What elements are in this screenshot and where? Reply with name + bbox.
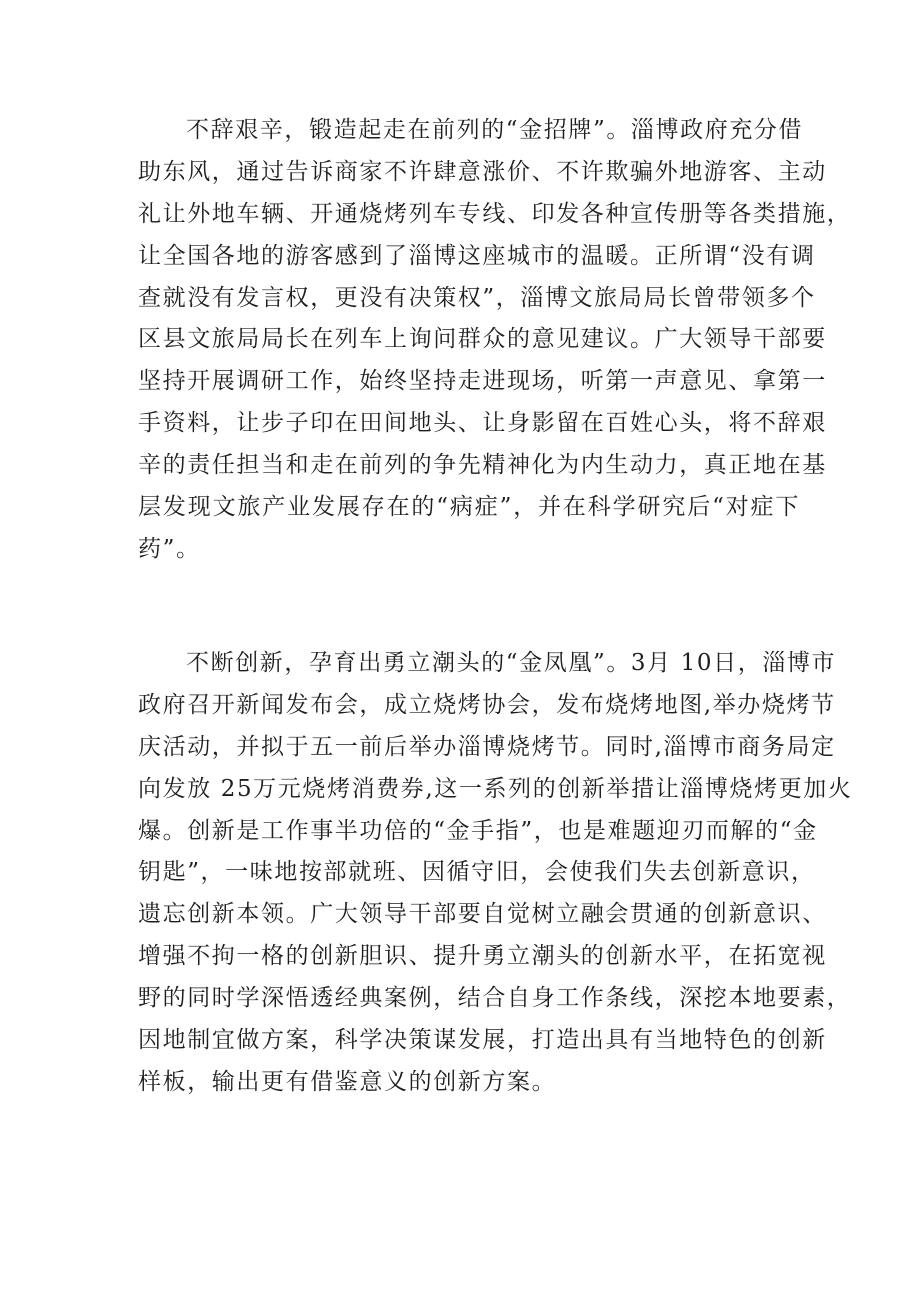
paragraph-line: 庆活动，并拟于五一前后举办淄博烧烤节。同时,淄博市商务局定 (138, 733, 836, 760)
paragraph-line: 手资料，让步子印在田间地头、让身影留在百姓心头，将不辞艰 (138, 410, 827, 437)
paragraph-line: 层发现文旅产业发展存在的“病症”，并在科学研究后“对症下 (138, 494, 800, 521)
paragraph-line: 向发放 25万元烧烤消费券,这一系列的创新举措让淄博烧烤更加火 (138, 775, 853, 802)
paragraph-golden-phoenix (138, 643, 853, 1104)
paragraph-line: 助东风，通过告诉商家不许肆意涨价、不许欺骗外地游客、主动 (138, 158, 827, 185)
paragraph-line: 样板，输出更有借鉴意义的创新方案。 (138, 1068, 557, 1095)
paragraph-line: 野的同时学深悟透经典案例，结合自身工作条线，深挖本地要素， (138, 985, 852, 1012)
paragraph-line: 辛的责任担当和走在前列的争先精神化为内生动力，真正地在基 (138, 452, 827, 479)
paragraph-line: 因地制宜做方案，科学决策谋发展，打造出具有当地特色的创新 (138, 1027, 827, 1054)
paragraph-golden-signboard (138, 110, 852, 571)
paragraph-line: 钥匙”，一味地按部就班、因循守旧，会使我们失去创新意识， (138, 859, 816, 886)
paragraph-line: 遗忘创新本领。广大领导干部要自觉树立融会贯通的创新意识、 (138, 901, 827, 928)
paragraph-line: 政府召开新闻发布会，成立烧烤协会，发布烧烤地图,举办烧烤节 (138, 691, 836, 718)
paragraph-line: 不辞艰辛，锻造起走在前列的“金招牌”。淄博政府充分借 (186, 117, 804, 143)
paragraph-line: 让全国各地的游客感到了淄博这座城市的温暖。正所谓“没有调 (138, 242, 816, 269)
paragraph-line: 不断创新，孕育出勇立潮头的“金凤凰”。3月 10日，淄博市 (186, 650, 837, 676)
paragraph-line: 药”。 (138, 535, 201, 562)
paragraph-line: 坚持开展调研工作，始终坚持走进现场，听第一声意见、拿第一 (138, 368, 827, 395)
paragraph-line: 增强不拘一格的创新胆识、提升勇立潮头的创新水平，在拓宽视 (138, 943, 827, 970)
paragraph-line: 爆。创新是工作事半功倍的“金手指”，也是难题迎刃而解的“金 (138, 817, 818, 844)
paragraph-line: 礼让外地车辆、开通烧烤列车专线、印发各种宣传册等各类措施， (138, 200, 852, 227)
paragraph-line: 查就没有发言权，更没有决策权”，淄博文旅局局长曾带领多个 (138, 284, 816, 311)
paragraph-line: 区县文旅局局长在列车上询问群众的意见建议。广大领导干部要 (138, 326, 827, 353)
